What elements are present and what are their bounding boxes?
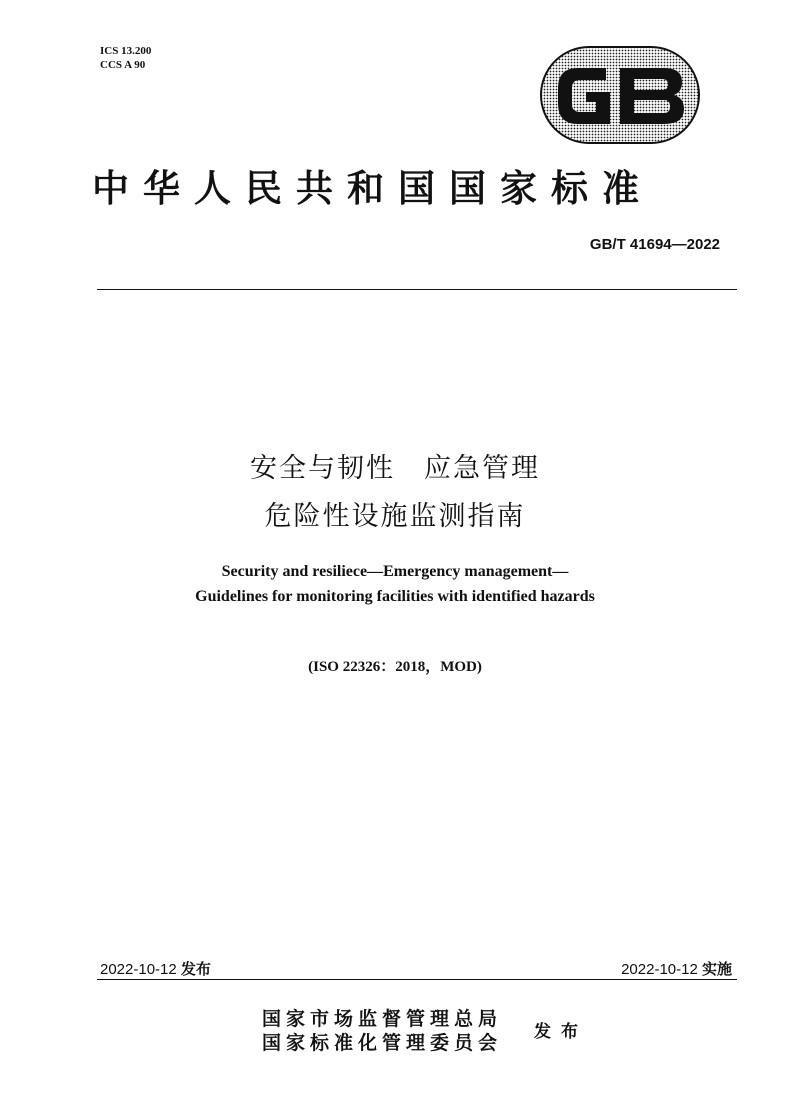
title-en-line1: Security and resiliece—Emergency management—: [221, 563, 569, 580]
bottom-divider: [97, 979, 737, 980]
issue-date-block: [100, 958, 211, 979]
top-divider: [97, 289, 737, 290]
classification-block: [100, 44, 151, 72]
standard-code: GB/T 41694—2022: [589, 236, 720, 253]
publish-label: 发布: [534, 1022, 588, 1042]
standard-title: 中华人民共和国国家标准: [92, 166, 653, 210]
title-en-line2: Guidelines for monitoring facilities with identified hazards: [195, 588, 595, 605]
issue-label: 发布: [180, 960, 211, 978]
implement-date-block: [621, 958, 732, 979]
implement-label: 实施: [701, 960, 732, 978]
title-cn-line1: 安全与韧性 应急管理: [250, 453, 540, 484]
ics-code: ICS 13.200: [100, 45, 152, 57]
ccs-code: CCS A 90: [100, 59, 146, 71]
issuer-line1: 国家市场监督管理总局: [262, 1008, 503, 1030]
title-cn-line2: 危险性设施监测指南: [264, 501, 526, 532]
issue-date: 2022-10-12: [100, 961, 177, 978]
iso-reference: (ISO 22326：2018，MOD): [308, 659, 482, 675]
issuer-line2: 国家标准化管理委员会: [262, 1032, 503, 1054]
implement-date: 2022-10-12: [621, 961, 698, 978]
gb-logo-icon: [540, 46, 700, 144]
